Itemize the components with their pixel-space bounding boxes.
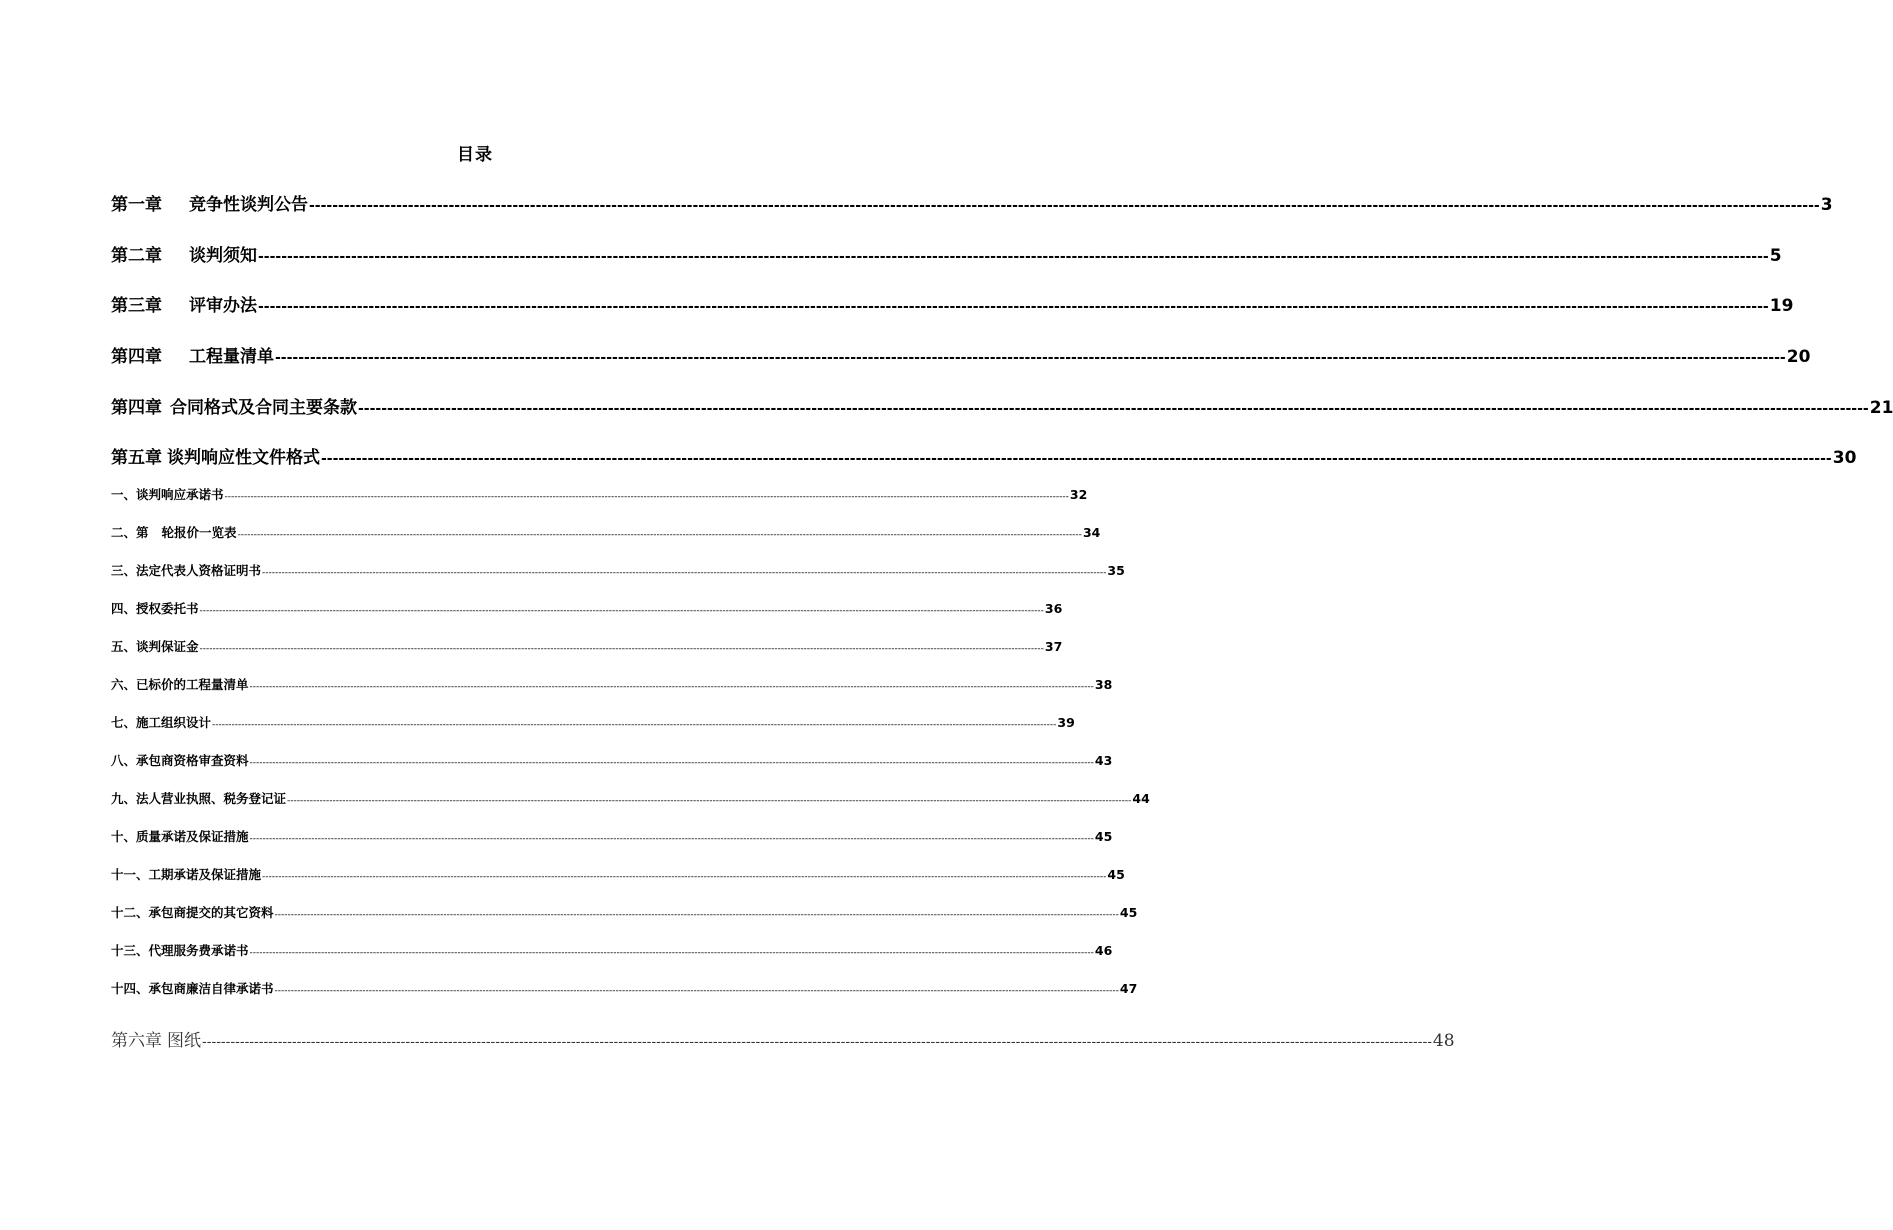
page-number: 21: [1869, 398, 1893, 418]
page-number: 45: [1107, 867, 1125, 882]
chapter-name: 工程量清单: [189, 347, 274, 367]
toc-entry-section-12[interactable]: [111, 903, 1138, 921]
toc-entry-chapter-3[interactable]: [111, 291, 1794, 316]
chapter-number: 第四章: [111, 398, 162, 418]
toc-title: 目录: [457, 145, 493, 165]
dot-leader: --------------------------------------------------------------------------------------------------------------------------------------------------------------------------------------------------------------------------------------------------------------------: [249, 834, 1094, 844]
page-number: 35: [1107, 563, 1125, 578]
dot-leader: --------------------------------------------------------------------------------------------------------------------------------------------------------------------------------------------------------------------------------------------------------------------: [224, 492, 1069, 502]
toc-entry-section-6[interactable]: [111, 675, 1113, 693]
page-number: 36: [1044, 601, 1063, 616]
section-label: 九、法人营业执照、税务登记证: [111, 791, 287, 806]
page-number: 46: [1094, 943, 1113, 958]
page-number: 3: [1820, 195, 1833, 215]
dot-leader: --------------------------------------------------------------------------------------------------------------------------------------------------------------------------------------------------------------------------------------------------------------------: [309, 198, 1820, 214]
dot-leader: --------------------------------------------------------------------------------------------------------------------------------------------------------------------------------------------------------------------------------------------------------------------: [249, 682, 1094, 692]
dot-leader: --------------------------------------------------------------------------------------------------------------------------------------------------------------------------------------------------------------------------------------------------------------------: [249, 758, 1094, 768]
page-number: 45: [1094, 829, 1113, 844]
toc-entry-chapter-2[interactable]: [111, 241, 1782, 266]
toc-entry-section-5[interactable]: [111, 637, 1063, 655]
dot-leader: --------------------------------------------------------------------------------------------------------------------------------------------------------------------------------------------------------------------------------------------------------------------: [274, 986, 1119, 996]
chapter-name: 评审办法: [189, 296, 257, 316]
chapter-number: 第五章: [111, 448, 162, 468]
chapter-name: 谈判须知: [189, 246, 257, 266]
toc-entry-section-2[interactable]: [111, 523, 1101, 541]
dot-leader: --------------------------------------------------------------------------------------------------------------------------------------------------------------------------------------------------------------------------------------------------------------------: [199, 606, 1044, 616]
chapter-name: 合同格式及合同主要条款: [170, 398, 357, 418]
toc-entry-chapter-1[interactable]: [111, 190, 1833, 215]
section-label: 十一、工期承诺及保证措施: [111, 867, 262, 882]
page-number: 34: [1082, 525, 1101, 540]
toc-entry-section-11[interactable]: [111, 865, 1125, 883]
toc-entry-chapter-4b[interactable]: [111, 393, 1893, 418]
dot-leader: --------------------------------------------------------------------------------------------------------------------------------------------------------------------------------------------------------------------------------------------------------------------: [274, 910, 1119, 920]
section-label: 四、授权委托书: [111, 601, 199, 616]
dot-leader: --------------------------------------------------------------------------------------------------------------------------------------------------------------------------------------------------------------------------------------------------------------------: [321, 451, 1832, 467]
toc-entry-chapter-4[interactable]: [111, 342, 1811, 367]
chapter-number: 第六章: [111, 1031, 162, 1051]
section-label: 七、施工组织设计: [111, 715, 212, 730]
section-label: 十四、承包商廉洁自律承诺书: [111, 981, 274, 996]
dot-leader: --------------------------------------------------------------------------------------------------------------------------------------------------------------------------------------------------------------------------------------------------------------------: [358, 401, 1869, 417]
chapter-name: 图纸: [167, 1031, 201, 1051]
chapter-name: 竞争性谈判公告: [189, 195, 308, 215]
toc-entry-section-13[interactable]: [111, 941, 1113, 959]
section-label: 十、质量承诺及保证措施: [111, 829, 249, 844]
chapter-number: 第一章: [111, 195, 162, 215]
dot-leader: --------------------------------------------------------------------------------------------------------------------------------------------------------------------------------------------------------------------------------------------------------------------: [258, 299, 1769, 315]
section-label: 一、谈判响应承诺书: [111, 487, 224, 502]
page-number: 44: [1132, 791, 1150, 806]
section-label: 三、法定代表人资格证明书: [111, 563, 262, 578]
toc-entry-section-1[interactable]: [111, 485, 1088, 503]
page-number: 38: [1094, 677, 1113, 692]
toc-entry-section-10[interactable]: [111, 827, 1113, 845]
dot-leader: --------------------------------------------------------------------------------------------------------------------------------------------------------------------------------------------------------------------------------------------------------------------: [258, 249, 1769, 265]
page-number: 20: [1786, 347, 1811, 367]
section-label: 二、第 轮报价一览表: [111, 525, 237, 540]
toc-entry-section-4[interactable]: [111, 599, 1063, 617]
toc-entry-section-8[interactable]: [111, 751, 1113, 769]
dot-leader: --------------------------------------------------------------------------------------------------------------------------------------------------------------------------------------------------------------------------------------------------------------------: [199, 644, 1044, 654]
page-number: 37: [1044, 639, 1063, 654]
page-number: 48: [1432, 1031, 1455, 1051]
chapter-number: 第三章: [111, 296, 162, 316]
dot-leader: --------------------------------------------------------------------------------------------------------------------------------------------------------------------------------------------------------------------------------------------------------------------: [262, 568, 1107, 578]
toc-entry-section-14[interactable]: [111, 979, 1138, 997]
dot-leader: --------------------------------------------------------------------------------------------------------------------------------------------------------------------------------------------------------------------------------------------------------------------: [287, 796, 1132, 806]
toc-entry-section-9[interactable]: [111, 789, 1150, 807]
page-number: 32: [1069, 487, 1088, 502]
page-number: 19: [1769, 296, 1794, 316]
page-number: 43: [1094, 753, 1113, 768]
dot-leader: --------------------------------------------------------------------------------------------------------------------------------------------------------------------------------------------------------------------------------------------------------------------: [275, 350, 1786, 366]
page-number: 30: [1832, 448, 1857, 468]
dot-leader: --------------------------------------------------------------------------------------------------------------------------------------------------------------------------------------------------------------------------------------------------------------------: [249, 948, 1094, 958]
toc-entry-chapter-5[interactable]: [111, 443, 1857, 468]
page-number: 45: [1119, 905, 1138, 920]
chapter-number: 第二章: [111, 246, 162, 266]
dot-leader: --------------------------------------------------------------------------------------------------------------------------------------------------------------------------------------------------------------------------------------------------------------------: [212, 720, 1057, 730]
page-number: 39: [1057, 715, 1075, 730]
dot-leader: --------------------------------------------------------------------------------------------------------------------------------------------------------------------------------------------------------------------------------------------------------------------: [202, 1034, 1432, 1050]
page-number: 5: [1769, 246, 1782, 266]
toc-entry-section-3[interactable]: [111, 561, 1125, 579]
section-label: 六、已标价的工程量清单: [111, 677, 249, 692]
section-label: 五、谈判保证金: [111, 639, 199, 654]
toc-entry-section-7[interactable]: [111, 713, 1075, 731]
chapter-number: 第四章: [111, 347, 162, 367]
section-label: 十二、承包商提交的其它资料: [111, 905, 274, 920]
dot-leader: --------------------------------------------------------------------------------------------------------------------------------------------------------------------------------------------------------------------------------------------------------------------: [262, 872, 1107, 882]
dot-leader: --------------------------------------------------------------------------------------------------------------------------------------------------------------------------------------------------------------------------------------------------------------------: [237, 530, 1082, 540]
page-number: 47: [1119, 981, 1138, 996]
section-label: 八、承包商资格审查资料: [111, 753, 249, 768]
section-label: 十三、代理服务费承诺书: [111, 943, 249, 958]
chapter-name: 谈判响应性文件格式: [167, 448, 320, 468]
toc-entry-chapter-6[interactable]: [111, 1026, 1455, 1051]
